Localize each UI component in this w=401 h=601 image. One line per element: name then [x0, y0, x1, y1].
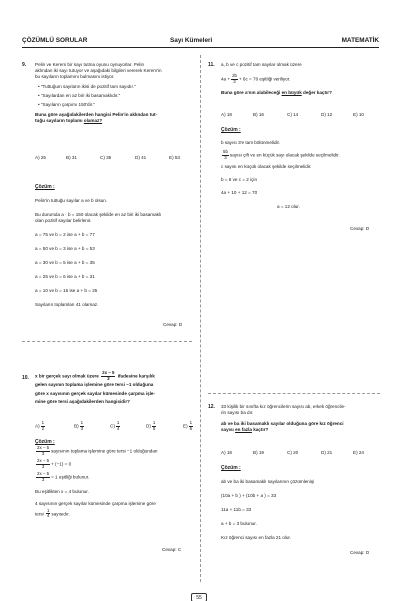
q9-ask-emphasis: olamaz? — [83, 118, 103, 123]
solution-line: b sayısı 3'e tam bölünmelidir. — [221, 140, 281, 145]
q9-line: Pelin ve Kerem bir sayı tutma oyunu oynuyorlar. Pelin — [35, 62, 145, 67]
q11-equation: + 6c = 70 eşitliği veriliyor. — [238, 76, 291, 82]
header-left: ÇÖZÜMLÜ SORULAR — [22, 37, 88, 44]
solution-line: b = 6 ve c = 2 için — [221, 177, 258, 183]
option-b[interactable]: B) 16 — [253, 112, 264, 117]
question-number: 12. — [208, 404, 215, 410]
solution-title: Çözüm : — [35, 184, 55, 190]
option-b[interactable]: B) $\frac{1}{3}$ — [74, 420, 84, 431]
solution-line: = 1 eşitliği bulunur. — [51, 474, 90, 480]
option-e[interactable]: E) $\frac{1}{6}$ — [183, 420, 193, 431]
option-a[interactable]: A) $\frac{1}{2}$ — [35, 420, 45, 431]
solution-line: 11a + 11b = 33 — [221, 507, 252, 512]
q12-line: 33 kişilik bir sınıfta kız öğrencilerin sayısı ab, erkek öğrencile- — [221, 404, 346, 409]
q9-ask: tuğu sayıların toplamı — [35, 118, 84, 123]
solution-line: tersi — [35, 510, 44, 516]
q12-line: ab ve ba iki basamaklı sayılar olduğuna göre kız öğrenci — [221, 421, 344, 426]
solution-line: a = 50 ve b = 3 ise a + b = 53 — [35, 246, 95, 251]
option-c[interactable]: C) 14 — [287, 112, 299, 117]
q9-ask: Buna göre aşağıdakilerden hangisi Pelin'in aklından tut- — [35, 112, 158, 117]
option-b[interactable]: B) 31 — [66, 155, 77, 160]
question-number: 9. — [22, 62, 27, 68]
q10-line: göre x sayısının gerçek sayılar kümesinde çarpma işle- — [35, 391, 156, 397]
header-right: MATEMATİK — [341, 37, 379, 44]
answer-label: Cevap: D — [163, 322, 183, 327]
q11-ask-emphasis: en büyük — [281, 90, 302, 96]
solution-line: (10a + b ) + (10b + a ) = 33 — [221, 493, 277, 498]
right-separator — [208, 393, 380, 394]
q9-bullet: • "Tuttuğum sayıların ikisi de pozitif tam sayıdır." — [38, 84, 136, 89]
solution-line: a = 25 ve b = 6 ise a + b = 31 — [35, 274, 95, 279]
solution-line: a = 10 ve b = 15 ise a + b = 25 — [35, 288, 98, 293]
q12-line: rin sayısı ba dır. — [221, 410, 254, 415]
solution-line: ab ve ba iki basamaklı sayılarının çözümlenişi — [221, 479, 315, 484]
solution-title: Çözüm : — [35, 439, 55, 445]
option-a[interactable]: A) 25 — [35, 155, 46, 160]
left-separator — [22, 341, 192, 342]
question-number: 11. — [208, 62, 215, 68]
solution-line: c sayısı en küçük olacak şekilde seçilmelidir. — [221, 164, 312, 170]
answer-label: Cevap: C — [162, 547, 182, 552]
solution-line: a = 30 ve b = 5 ise a + b = 35 — [35, 260, 95, 265]
option-a[interactable]: A) 18 — [221, 112, 232, 117]
solution-title: Çözüm : — [221, 127, 241, 133]
option-c[interactable]: C) 20 — [287, 450, 299, 455]
q10-line: mine göre tersi aşağıdakilerden hangisidir? — [35, 399, 130, 405]
option-e[interactable]: E) 10 — [353, 112, 364, 117]
q11-line: a, b ve c pozitif tam sayılar olmak üzere — [221, 62, 302, 67]
solution-line: sayısının toplama işlemine göre tersi −1 olduğundan — [51, 448, 158, 454]
solution-line: 4a + 10 + 12 = 70 — [221, 190, 258, 196]
solution-line: Bu eşitlikten x = 4 bulunur. — [35, 488, 89, 494]
question-number: 10. — [22, 375, 29, 381]
q9-bullet: • "Sayılardan en az biri iki basamaklıdır." — [38, 93, 121, 98]
answer-label: Cevap: D — [350, 550, 370, 555]
option-c[interactable]: C) $\frac{1}{4}$ — [110, 420, 120, 431]
q10-line: x bir gerçek sayı olmak üzere — [35, 373, 99, 379]
q12-ask-emphasis: en fazla — [235, 427, 252, 432]
option-a[interactable]: A) 18 — [221, 450, 232, 455]
solution-line: sayısı çift ve en küçük sayı olacak şekilde seçilmelidir. — [229, 152, 340, 158]
header-center: Sayı Kümeleri — [170, 37, 213, 44]
solution-line: Bu durumda a · b = 150 olacak şekilde en az biri iki basamaklı — [35, 212, 162, 217]
option-b[interactable]: B) 19 — [253, 450, 264, 455]
page-number: 55 — [191, 593, 207, 601]
solution-line: + (−1) = 0 — [51, 461, 72, 467]
option-d[interactable]: D) 12 — [321, 112, 333, 117]
answer-label: Cevap: D — [350, 226, 370, 231]
solution-line: a + b = 3 bulunur. — [221, 521, 257, 526]
solution-line: Sayıların toplamları 41 olamaz. — [35, 302, 99, 307]
option-e[interactable]: E) 53 — [169, 155, 180, 160]
q9-line: bu sayıların toplamını bulmasını istiyor. — [35, 74, 115, 79]
solution-line: Kız öğrenci sayısı en fazla 21 olur. — [221, 535, 291, 540]
q10-line: ifadesine karşılık — [117, 373, 155, 379]
q10-fraction: $\frac{2x - 5}{3}$ — [102, 370, 115, 381]
solution-line: Pelin'in tuttuğu sayılar a ve b olsun. — [35, 198, 108, 203]
option-d[interactable]: D) $\frac{1}{5}$ — [146, 420, 156, 431]
solution-line: a = 75 ve b = 2 ise a + b = 77 — [35, 232, 95, 237]
solution-line: olan pozitif sayılar belirlenir. — [35, 218, 92, 223]
solution-title: Çözüm : — [221, 465, 241, 471]
solution-line: sayısıdır. — [51, 510, 70, 516]
option-d[interactable]: D) 21 — [321, 450, 333, 455]
header-rule — [22, 47, 379, 48]
option-d[interactable]: D) 41 — [135, 155, 147, 160]
q9-bullet: • "Sayıların çarpımı 150'dir." — [38, 102, 95, 107]
option-e[interactable]: E) 24 — [353, 450, 364, 455]
page: ÇÖZÜMLÜ SORULAR Sayı Kümeleri MATEMATİK 9. Pelin ve Kerem bir sayı tutma oyunu oynuyorlar. Pelin aklından iki sayı tutuyor ve aşağıdaki bilgileri vererek Kerem'in bu sayıların toplamını bulmasını istiyor. • "Tuttuğum sayıların ikisi de pozitif tam sayıdır." • "Sayılardan en az biri iki basamaklıdır." • "Sayıların çarpımı 150'dir." Buna göre aşağıdakilerden hangisi Pelin'in aklından tut- tuğu sayıların toplamı olamaz? A) 25 B) 31 C) 35 D) 41 E) 53 Çözüm : Pelin'in tuttuğu sayılar a ve b olsun. Bu durumda a · b = 150 olacak şekilde en az biri iki basamaklı olan pozitif sayılar belirlenir. a = 75 ve b = 2 ise a + b = 77 a = 50 ve b = 3 ise a + b = 53 a = 30 ve b = 5 ise a + b = 35 a = 25 ve b = 6 ise a + b = 31 a = 10 ve b = 15 ise a + b = 25 Sayıların toplamları 41 olamaz. Cevap: D 10. x bir gerçek sayı olmak üzere $\frac{2x - 5}{3}$ ifadesine karşılık gelen sayının toplama işlemine göre tersi −1 olduğuna göre x sayısının gerçek sayılar kümesinde çarpma işle- mine göre tersi aşağıdakilerden hangisidir? A) $\frac{1}{2}$ B) $\frac{1}{3}$ C) $\frac{1}{4}$ D) $\frac{1}{5}$ E) $\frac{1}{6}$ Çözüm : $\frac{2x - 5}{3}$ sayısının toplama işlemine göre tersi −1 olduğundan $\frac{2x - 5}{3}$ + (−1) = 0 $\frac{2x - 5}{3}$ = 1 eşitliği bulunur. Bu eşitlikten x = 4 bulunur. 4 sayısının gerçek sayılar kümesinde çarpma işlemine göre tersi $\frac{1}{4}$ sayısıdır. Cevap: C 11. a, b ve c pozitif tam sayılar olmak üzere 4a + $\frac{2b}{3}$ + 6c = 70 eşitliği veriliyor. Buna göre a'nın alabileceği en büyük değer kaçtır? A) 18 B) 16 C) 14 D) 12 E) 10 Çözüm : b sayısı 3'e tam bölünmelidir. $\frac{5b}{3}$ sayısı çift ve en küçük sayı olacak şekilde seçilmelidir. c sayısı en küçük olacak şekilde seçilmelidir. b = 6 ve c = 2 için 4a + 10 + 12 = 70 a = 12 olur. Cevap: D 12. 33 kişilik bir sınıfta kız öğrencilerin sayısı ab, erkek öğrencile- rin sayısı ba dır. ab ve ba iki basamaklı sayılar olduğuna göre kız öğrenci sayısı en fazla kaçtır? A) 18 B) 19 C) 20 D) 21 E) 24 Çözüm : ab ve ba iki basamaklı sayılarının çözümlenişi (10a + b ) + (10b + a ) = 33 11a + 11b = 33 a + b = 3 bulunur. Kız öğrenci sayısı en fazla 21 olur. Cevap: D 55 — [0, 0, 401, 601]
solution-line: a = 12 olur. — [277, 204, 300, 210]
q10-line: gelen sayının toplama işlemine göre tersi −1 olduğuna — [35, 382, 154, 388]
option-c[interactable]: C) 35 — [100, 155, 112, 160]
q9-line: aklından iki sayı tutuyor ve aşağıdaki bilgileri vererek Kerem'in — [35, 68, 162, 73]
solution-line: 4 sayısının gerçek sayılar kümesinde çarpma işlemine göre — [35, 500, 156, 506]
